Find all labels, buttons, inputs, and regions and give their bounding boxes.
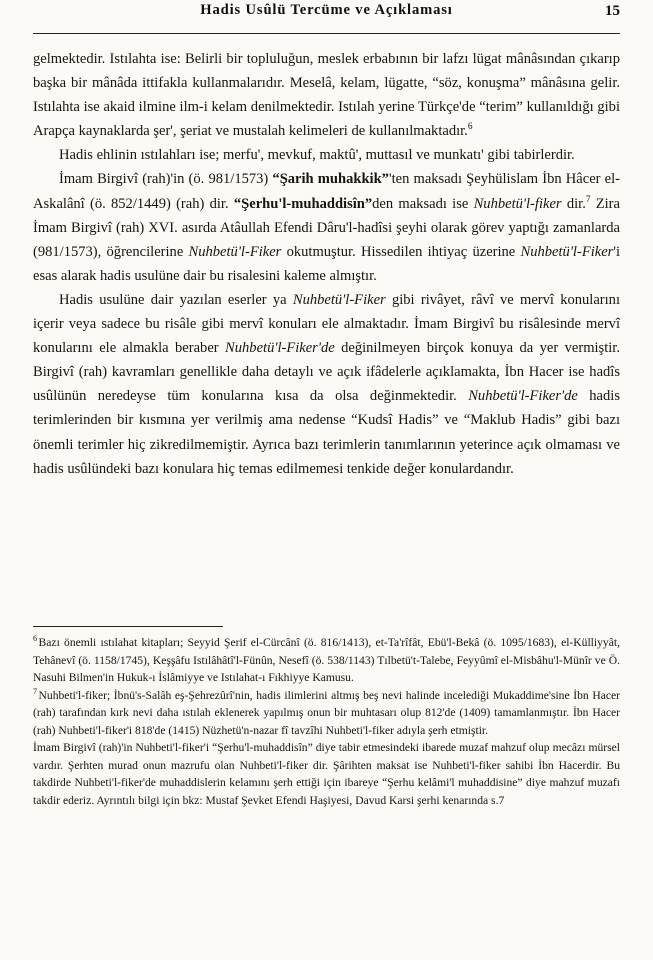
- italic-run: Nuhbetü'l-Fiker'de: [225, 340, 335, 357]
- footnote-list: [33, 627, 620, 809]
- italic-run: Nuhbetü'l-Fiker: [188, 243, 282, 260]
- italic-run: Nuhbetü'l-Fiker'de: [468, 388, 578, 405]
- text-run: Hadis usulüne dair yazılan eserler ya: [59, 291, 293, 308]
- paragraph: [33, 47, 620, 143]
- text-run: okutmuştur. Hissedilen ihtiyaç üzerine: [281, 243, 521, 260]
- page-number: 15: [604, 2, 620, 19]
- italic-run: Nuhbetü'l-fiker: [473, 195, 562, 212]
- text-run: 'i esas alarak hadis usulüne dair bu risalesini kaleme almıştır.: [33, 243, 620, 284]
- bold-run: “Şerhu'l-muhaddisîn”: [233, 195, 373, 212]
- text-run: gelmektedir. Istılahta ise: Belirli bir topluluğun, meslek erbabının bir lafzı lügat mânâsından çıkarıp başka bir mânâda ittifakla kullanmalarıdır. Meselâ, kelam, lügatte, “söz, konuşma” mânâsına gelir. Istılahta ise akaid ilmine ilm-i kelam denilmektedir. Istılah yerine Türkçe'de “terim” kullanıldığı gibi Arapça kaynaklarda şer', şeriat ve mustalah kelimeleri de kullanılmaktadır.: [33, 51, 620, 140]
- text-run: den maksadı ise: [372, 195, 474, 212]
- text-run: Zira İmam Birgivî (rah) XVI. asırda Atâullah Efendi Dâru'l-hadîsi şeyhi olarak görev yaptığı zamanlarda (981/1573), öğrencilerine: [33, 195, 620, 260]
- text-run: İmam Birgivî (rah)'in Nuhbeti'l-fiker'i “Şerhu'l-muhaddisîn” diye tabir etmesindeki ibarede muzaf mahzuf olup mecâzı mürsel vardır. Şerhten murad onun mazrufu olan Nuhbeti'l-fiker dir. Şârihten maksat ise Nuhbeti'l-fiker sahibi İbn Hacerdir. Bu takdirde Nuhbeti'l-fiker'de muhaddislerin kelamını şerh ettiği için ibareye “Şerhu kelâmi'l muhaddisine” diye mahzuf muzafı takdir ederiz. Ayrıntılı bilgi için bkz: Mustaf Şevket Efendi Haşiyesi, Davud Karsi şerhi kenarında s.7: [33, 741, 620, 807]
- text-run: Bazı önemli ıstılahat kitapları; Seyyid Şerif el-Cürcânî (ö. 816/1413), et-Ta'rîfât, Ebü'l-Bekâ (ö. 1095/1683), el-Külliyyât, Tehânevî (ö. 1158/1745), Keşşâfu Istılâhâtî'l-Fünûn, Nesefî (ö. 538/1143) Tılbetü't-Talebe, Feyyûmî el-Misbâhu'l-Münîr ve Ö. Nasuhi Bilmen'in Hukuk-ı İslâmiyye ve Istılahat-ı Fıkhiyye Kamusu.: [33, 636, 620, 685]
- text-run: 'ten maksadı Şeyhülislam İbn Hâcer el-Askalânî (ö. 852/1449) (rah) dir.: [33, 171, 620, 212]
- text-run: hadis terimlerinden bir kısmına yer verilmiş ama nedense “Kudsî Hadis” ve “Maklub Hadis” gibi bazı önemli terimler hiç zikredilmemiştir. Ayrıca bazı terimlerin tanımlarının yeterince açık olmaması ve hadis usûlündeki bazı konulara hiç temas edilmemesi tenkide değer konulardandır.: [33, 388, 620, 477]
- text-run: Nuhbeti'l-fiker; İbnü's-Salâh eş-Şehrezûrî'nin, hadis ilimlerini altmış beş nevi halinde incelediği Mukaddime'sine İbn Hacer (rah) tarafından kırk nevi daha ıstılah eklenerek yapılmış onun bir muhtasarı olup 812'de (1409) tamamlanmıştır. İbn Hacer (rah) Nuhbeti'l-fiker'i 818'de (1415) Nüzhetü'n-nazar fî tavzîhi Nuhbeti'l-fiker adıyla şerh etmiştir.: [33, 688, 620, 737]
- footnotes-section: [33, 626, 620, 809]
- italic-run: Nuhbetü'l-Fiker: [292, 291, 386, 308]
- text-run: gibi rivâyet, râvî ve mervî konularını içerir veya sadece bu risâle gibi mervî konuları ele almaktadır. İmam Birgivî bu risâlesinde mervî konularını ele almakla beraber: [33, 291, 620, 357]
- footnote-item: [33, 687, 620, 740]
- footnote-reference[interactable]: 6: [467, 122, 473, 133]
- paragraph: [33, 288, 620, 481]
- paragraph: [33, 143, 620, 167]
- page-title: Hadis Usûlü Tercüme ve Açıklaması: [200, 2, 453, 18]
- text-run: değinilmeyen birçok konuya da yer vermiştir. Birgivî (rah) kavramları genellikle daha detaylı ve açık ifâdelerle açıklamakta, İbn Hacer ise hadîs usûlünün neredeyse tüm konularına kısa da olsa değinmektedir.: [33, 340, 620, 405]
- text-run: dir.: [561, 195, 586, 212]
- text-run: Hadis ehlinin ıstılahları ise; merfu', mevkuf, maktû', muttasıl ve munkatı' gibi tabirlerdir.: [59, 147, 575, 164]
- paragraph: [33, 167, 620, 287]
- footnote-marker: 7: [33, 686, 38, 696]
- header-rule: [33, 33, 620, 34]
- footnote-marker: 6: [33, 634, 38, 644]
- text-run: İmam Birgivî (rah)'in (ö. 981/1573): [59, 171, 273, 188]
- body-text: [33, 47, 620, 481]
- footnote-reference[interactable]: 7: [585, 194, 591, 205]
- bold-run: “Şarih muhakkik”: [272, 171, 389, 188]
- running-head: [33, 0, 620, 32]
- italic-run: Nuhbetü'l-Fiker: [520, 243, 614, 260]
- footnote-item: [33, 634, 620, 687]
- footnote-item: [33, 739, 620, 809]
